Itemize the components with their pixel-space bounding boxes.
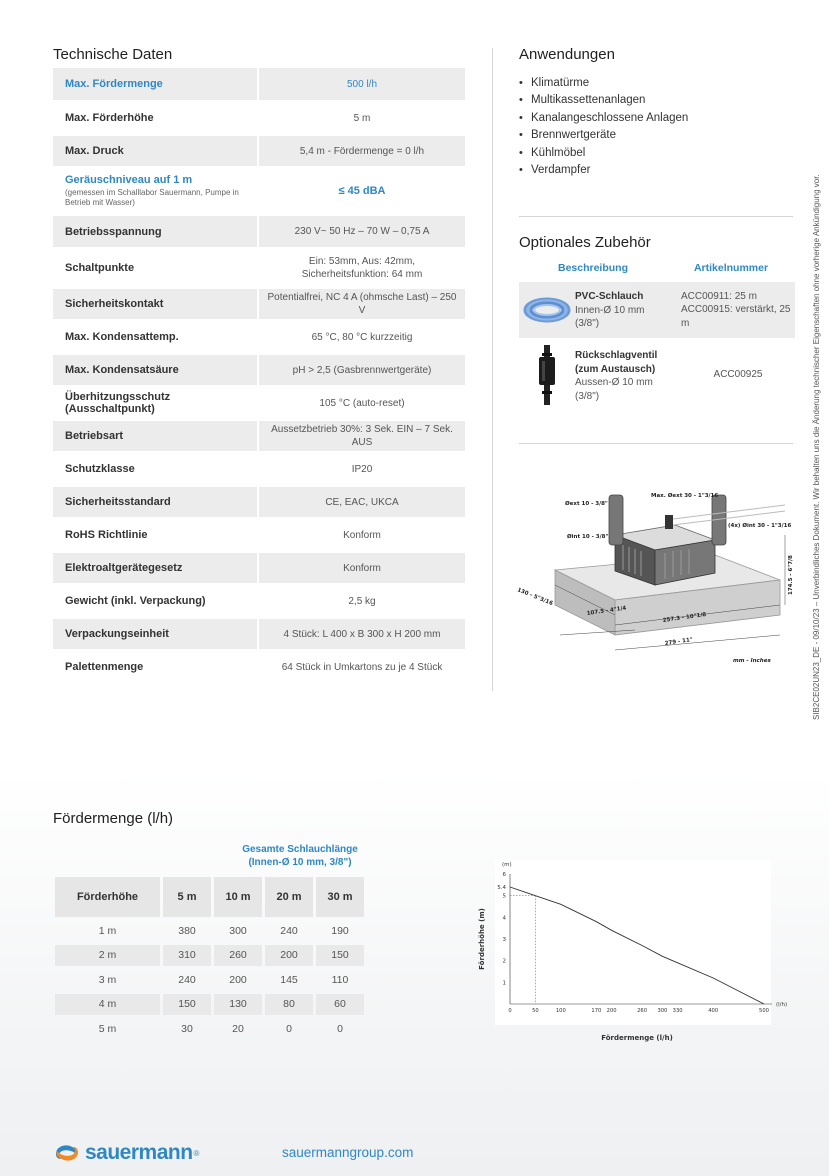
- tech-value: 230 V~ 50 Hz – 70 W – 0,75 A: [259, 216, 465, 247]
- logo-mark-icon: [53, 1142, 81, 1164]
- bullet-icon: •: [519, 146, 523, 159]
- column-divider: [492, 48, 493, 691]
- hose-article: [681, 282, 795, 338]
- dimension-label: 257.3 - 10"1/8: [662, 611, 707, 624]
- x-tick-label: 0: [508, 1008, 512, 1014]
- tech-label-text: RoHS Richtlinie: [65, 529, 148, 541]
- x-tick-label: 300: [657, 1008, 668, 1014]
- y-tick-label: 4: [502, 915, 506, 922]
- tech-label: [53, 169, 257, 213]
- x-axis-label: Fördermenge (l/h): [601, 1034, 673, 1042]
- valve-article: [681, 341, 795, 409]
- flow-row: [55, 994, 367, 1015]
- y-tick-label: 3: [502, 937, 506, 943]
- valve-icon: [519, 341, 575, 409]
- application-item: [519, 144, 688, 162]
- flow-cell: 200: [265, 945, 313, 966]
- x-tick-label: 260: [637, 1008, 648, 1014]
- tech-value: 5 m: [353, 112, 371, 124]
- flow-cell: 300: [229, 924, 247, 937]
- tech-label-text: Max. Druck: [65, 145, 124, 157]
- x-tick-label: 500: [759, 1008, 769, 1014]
- tech-label: [53, 355, 257, 385]
- flow-caption-line2: (Innen-Ø 10 mm, 3/8"): [248, 857, 352, 868]
- tech-table: [53, 68, 465, 685]
- tech-row: [53, 619, 465, 649]
- tech-label: [53, 68, 257, 100]
- tech-label: [53, 322, 257, 352]
- flow-cell: 110: [331, 973, 349, 986]
- flow-row: [55, 920, 367, 941]
- website-link[interactable]: sauermanngroup.com: [282, 1145, 414, 1160]
- tech-label-text: Betriebsart: [65, 430, 124, 442]
- tech-label-text: Sicherheitskontakt: [65, 298, 164, 310]
- tech-value: pH > 2,5 (Gasbrennwertgeräte): [259, 355, 465, 385]
- x-tick-label: 330: [672, 1008, 683, 1014]
- valve-art1: ACC00925: [713, 369, 763, 381]
- flow-cell: 80: [265, 994, 313, 1015]
- side-note: SIB2CE02UN23_DE - 09/10/23 – Unverbindliches Dokument. Wir behalten uns die Änderung technischer Eigenschaften ohne vorherige Ankündigung vor.: [812, 174, 821, 720]
- flow-row: [55, 969, 367, 990]
- tech-value: 500 l/h: [259, 68, 465, 100]
- tech-row: [53, 553, 465, 583]
- divider: [519, 216, 793, 217]
- tech-label-text: Elektroaltgerätegesetz: [65, 562, 183, 574]
- tech-value: Aussetzbetrieb 30%: 3 Sek. EIN – 7 Sek. AUS: [259, 421, 465, 451]
- flow-cell: 190: [331, 924, 349, 937]
- flow-cell: 1 m: [98, 924, 117, 937]
- x-tick-label: 50: [532, 1008, 539, 1014]
- flow-cell: 60: [316, 994, 364, 1015]
- tech-value: 65 °C, 80 °C kurzzeitig: [311, 331, 413, 343]
- flow-table: [55, 877, 367, 1043]
- tech-label-text: Max. Kondensattemp.: [65, 331, 179, 343]
- col-article-number: Artikelnummer: [693, 262, 769, 274]
- tech-value: 64 Stück in Umkartons zu je 4 Stück: [281, 661, 443, 673]
- flow-cell: 0: [337, 1022, 343, 1035]
- tech-row: [53, 652, 465, 682]
- tech-label-text: Verpackungseinheit: [65, 628, 169, 640]
- hose-line1: Innen-Ø 10 mm: [575, 304, 645, 316]
- bullet-icon: •: [519, 111, 523, 124]
- tech-label: [53, 487, 257, 517]
- dimension-label: (4x) Øint 30 - 1"3/16: [728, 523, 792, 529]
- application-text: Kanalangeschlossene Anlagen: [531, 111, 689, 124]
- tech-label: [53, 250, 257, 286]
- dimension-label: 130 - 5"3/16: [516, 587, 554, 608]
- hose-line2: (3/8"): [575, 318, 600, 329]
- valve-name2: (zum Austausch): [575, 363, 656, 375]
- tech-value: 4 Stück: L 400 x B 300 x H 200 mm: [259, 619, 465, 649]
- divider: [519, 443, 793, 444]
- tech-label-text: Sicherheitsstandard: [65, 496, 171, 508]
- tech-label: [53, 289, 257, 319]
- dimension-label: Øext 10 - 3/8": [565, 501, 608, 507]
- tech-value: ≤ 45 dBA: [338, 184, 386, 197]
- tech-row: [53, 421, 465, 451]
- flow-cell: 150: [163, 994, 211, 1015]
- tech-row: [53, 136, 465, 166]
- valve-name: Rückschlagventil: [575, 350, 658, 361]
- x-tick-label: 100: [555, 1008, 566, 1014]
- dimension-label: 279 - 11": [664, 637, 694, 647]
- tech-row: [53, 322, 465, 352]
- tech-row: [53, 454, 465, 484]
- y-axis-label: Förderhöhe (m): [478, 908, 486, 970]
- tech-row: [53, 103, 465, 133]
- valve-line2: (3/8"): [575, 390, 600, 402]
- tech-row: [53, 169, 465, 213]
- tech-label-text: Geräuschniveau auf 1 m: [65, 174, 193, 186]
- application-text: Klimatürme: [531, 76, 590, 89]
- flow-row: [55, 1018, 367, 1039]
- tech-label-text: Schaltpunkte: [65, 262, 135, 274]
- col-description: Beschreibung: [557, 262, 628, 274]
- flow-cell: 5 m: [98, 1022, 117, 1035]
- y-tick-label: 6: [502, 872, 506, 878]
- flow-caption-line1: Gesamte Schlauchlänge: [242, 844, 358, 855]
- flow-header-cell: 20 m: [265, 877, 313, 917]
- tech-row: [53, 355, 465, 385]
- dimension-label: mm - Inches: [733, 658, 771, 664]
- tech-row: [53, 68, 465, 100]
- application-text: Kühlmöbel: [531, 146, 586, 159]
- application-item: [519, 127, 688, 145]
- flow-row: [55, 945, 367, 966]
- tech-row: [53, 289, 465, 319]
- tech-label: [53, 520, 257, 550]
- bullet-icon: •: [519, 129, 523, 142]
- application-text: Multikassettenanlagen: [531, 94, 646, 107]
- flow-title: Fördermenge (l/h): [53, 810, 174, 827]
- flow-cell: 380: [178, 924, 196, 937]
- tech-label-text: Gewicht (inkl. Verpackung): [65, 595, 206, 607]
- y-tick-label: 1: [502, 980, 506, 987]
- x-tick-label: 200: [606, 1008, 617, 1014]
- y-tick-label: 5: [502, 893, 506, 900]
- hose-description: [575, 282, 681, 338]
- flow-cell: 3 m: [98, 973, 117, 986]
- tech-value: 105 °C (auto-reset): [319, 397, 405, 409]
- chart-background: [495, 860, 771, 1025]
- application-item: [519, 74, 688, 92]
- tech-value: Konform: [343, 529, 381, 541]
- tech-label: [53, 388, 257, 418]
- accessories-header: [519, 262, 795, 274]
- flow-cell: 260: [214, 945, 262, 966]
- x-tick-label: 400: [708, 1008, 719, 1014]
- hose-name: PVC-Schlauch: [575, 291, 644, 302]
- tech-row: [53, 487, 465, 517]
- tech-label: [53, 136, 257, 166]
- brand-reg: ®: [193, 1148, 200, 1158]
- y-unit-label: (m): [502, 862, 512, 868]
- applications-title: Anwendungen: [519, 46, 615, 63]
- tech-label: [53, 619, 257, 649]
- flow-header-cell: 30 m: [316, 877, 364, 917]
- flow-cell: 30: [181, 1022, 193, 1035]
- pump-dimension-drawing: [515, 475, 805, 675]
- flow-header-cell: 5 m: [163, 877, 211, 917]
- tech-value: Potentialfrei, NC 4 A (ohmsche Last) – 250 V: [259, 289, 465, 319]
- application-item: [519, 109, 688, 127]
- application-item: [519, 92, 688, 110]
- applications-list: [519, 74, 688, 179]
- flow-cell: 145: [280, 973, 298, 986]
- hose-art1: ACC00911: 25 m: [681, 290, 757, 302]
- tech-label: [53, 454, 257, 484]
- accessory-row-hose: [519, 282, 795, 338]
- tech-row: [53, 586, 465, 616]
- flow-cell: 2 m: [55, 945, 160, 966]
- hose-icon: [519, 282, 575, 338]
- pump-curve-chart: [466, 856, 788, 1056]
- tech-value: Ein: 53mm, Aus: 42mm, Sicherheitsfunktion: 64 mm: [301, 256, 423, 280]
- x-tick-label: 170: [591, 1008, 602, 1014]
- tech-label-text: Max. Kondensatsäure: [65, 364, 179, 376]
- tech-label: [53, 421, 257, 451]
- tech-label-text: Max. Förderhöhe: [65, 112, 154, 124]
- tech-label-text: Betriebsspannung: [65, 225, 162, 238]
- dimension-label: 174.5 - 6"7/8: [788, 555, 794, 595]
- bullet-icon: •: [519, 164, 523, 177]
- brand-name: sauermann: [85, 1141, 193, 1164]
- tech-value: 5,4 m - Fördermenge = 0 l/h: [259, 136, 465, 166]
- tech-row: [53, 388, 465, 418]
- valve-description: [575, 341, 681, 409]
- tech-label: [53, 586, 257, 616]
- flow-header-row: [55, 877, 367, 917]
- tech-value: IP20: [351, 463, 373, 475]
- tech-row: [53, 520, 465, 550]
- tech-title: Technische Daten: [53, 46, 173, 63]
- tech-label-note: (gemessen im Schalllabor Sauermann, Pumpe in Betrieb mit Wasser): [65, 188, 239, 207]
- flow-cell: 240: [178, 973, 196, 986]
- dimension-label: 107.5 - 4"1/4: [586, 605, 627, 617]
- dimension-label: Max. Øext 30 - 1"3/16: [651, 493, 719, 499]
- application-item: [519, 162, 688, 180]
- sauermann-logo: [53, 1141, 199, 1165]
- valve-line1: Aussen-Ø 10 mm: [575, 377, 653, 388]
- hose-art2: ACC00915: verstärkt, 25 m: [681, 304, 791, 329]
- flow-header-cell: Förderhöhe: [55, 877, 160, 917]
- tech-label-text: Max. Fördermenge: [65, 78, 163, 90]
- dimension-label: Øint 10 - 3/8": [567, 534, 609, 540]
- tech-value: 2,5 kg: [348, 595, 376, 607]
- application-text: Verdampfer: [531, 164, 591, 177]
- bullet-icon: •: [519, 76, 523, 89]
- application-text: Brennwertgeräte: [531, 129, 617, 142]
- flow-cell: 20: [232, 1022, 244, 1035]
- bullet-icon: •: [519, 94, 523, 107]
- flow-caption: [200, 843, 400, 869]
- flow-cell: 0: [286, 1022, 292, 1035]
- flow-cell: 4 m: [55, 994, 160, 1015]
- tech-label: [53, 553, 257, 583]
- tech-label-text: Palettenmenge: [65, 661, 144, 673]
- flow-cell: 150: [316, 945, 364, 966]
- tech-label: [53, 103, 257, 133]
- y-tick-label: 2: [502, 958, 506, 965]
- tech-row: [53, 216, 465, 247]
- accessories-title: Optionales Zubehör: [519, 234, 651, 251]
- tech-row: [53, 250, 465, 286]
- flow-cell: 200: [229, 973, 247, 986]
- tech-label: [53, 216, 257, 247]
- flow-cell: 310: [163, 945, 211, 966]
- tech-label-text: Schutzklasse: [65, 463, 135, 475]
- flow-header-cell: 10 m: [214, 877, 262, 917]
- y-tick-label: 5.4: [497, 885, 506, 891]
- tech-value: Konform: [259, 553, 465, 583]
- tech-label: [53, 652, 257, 682]
- tech-value: CE, EAC, UKCA: [259, 487, 465, 517]
- accessory-row-valve: [519, 341, 795, 409]
- tech-label-text: Überhitzungsschutz (Ausschaltpunkt): [65, 391, 171, 415]
- flow-cell: 240: [280, 924, 298, 937]
- x-unit-label: (l/h): [776, 1002, 788, 1008]
- flow-cell: 130: [214, 994, 262, 1015]
